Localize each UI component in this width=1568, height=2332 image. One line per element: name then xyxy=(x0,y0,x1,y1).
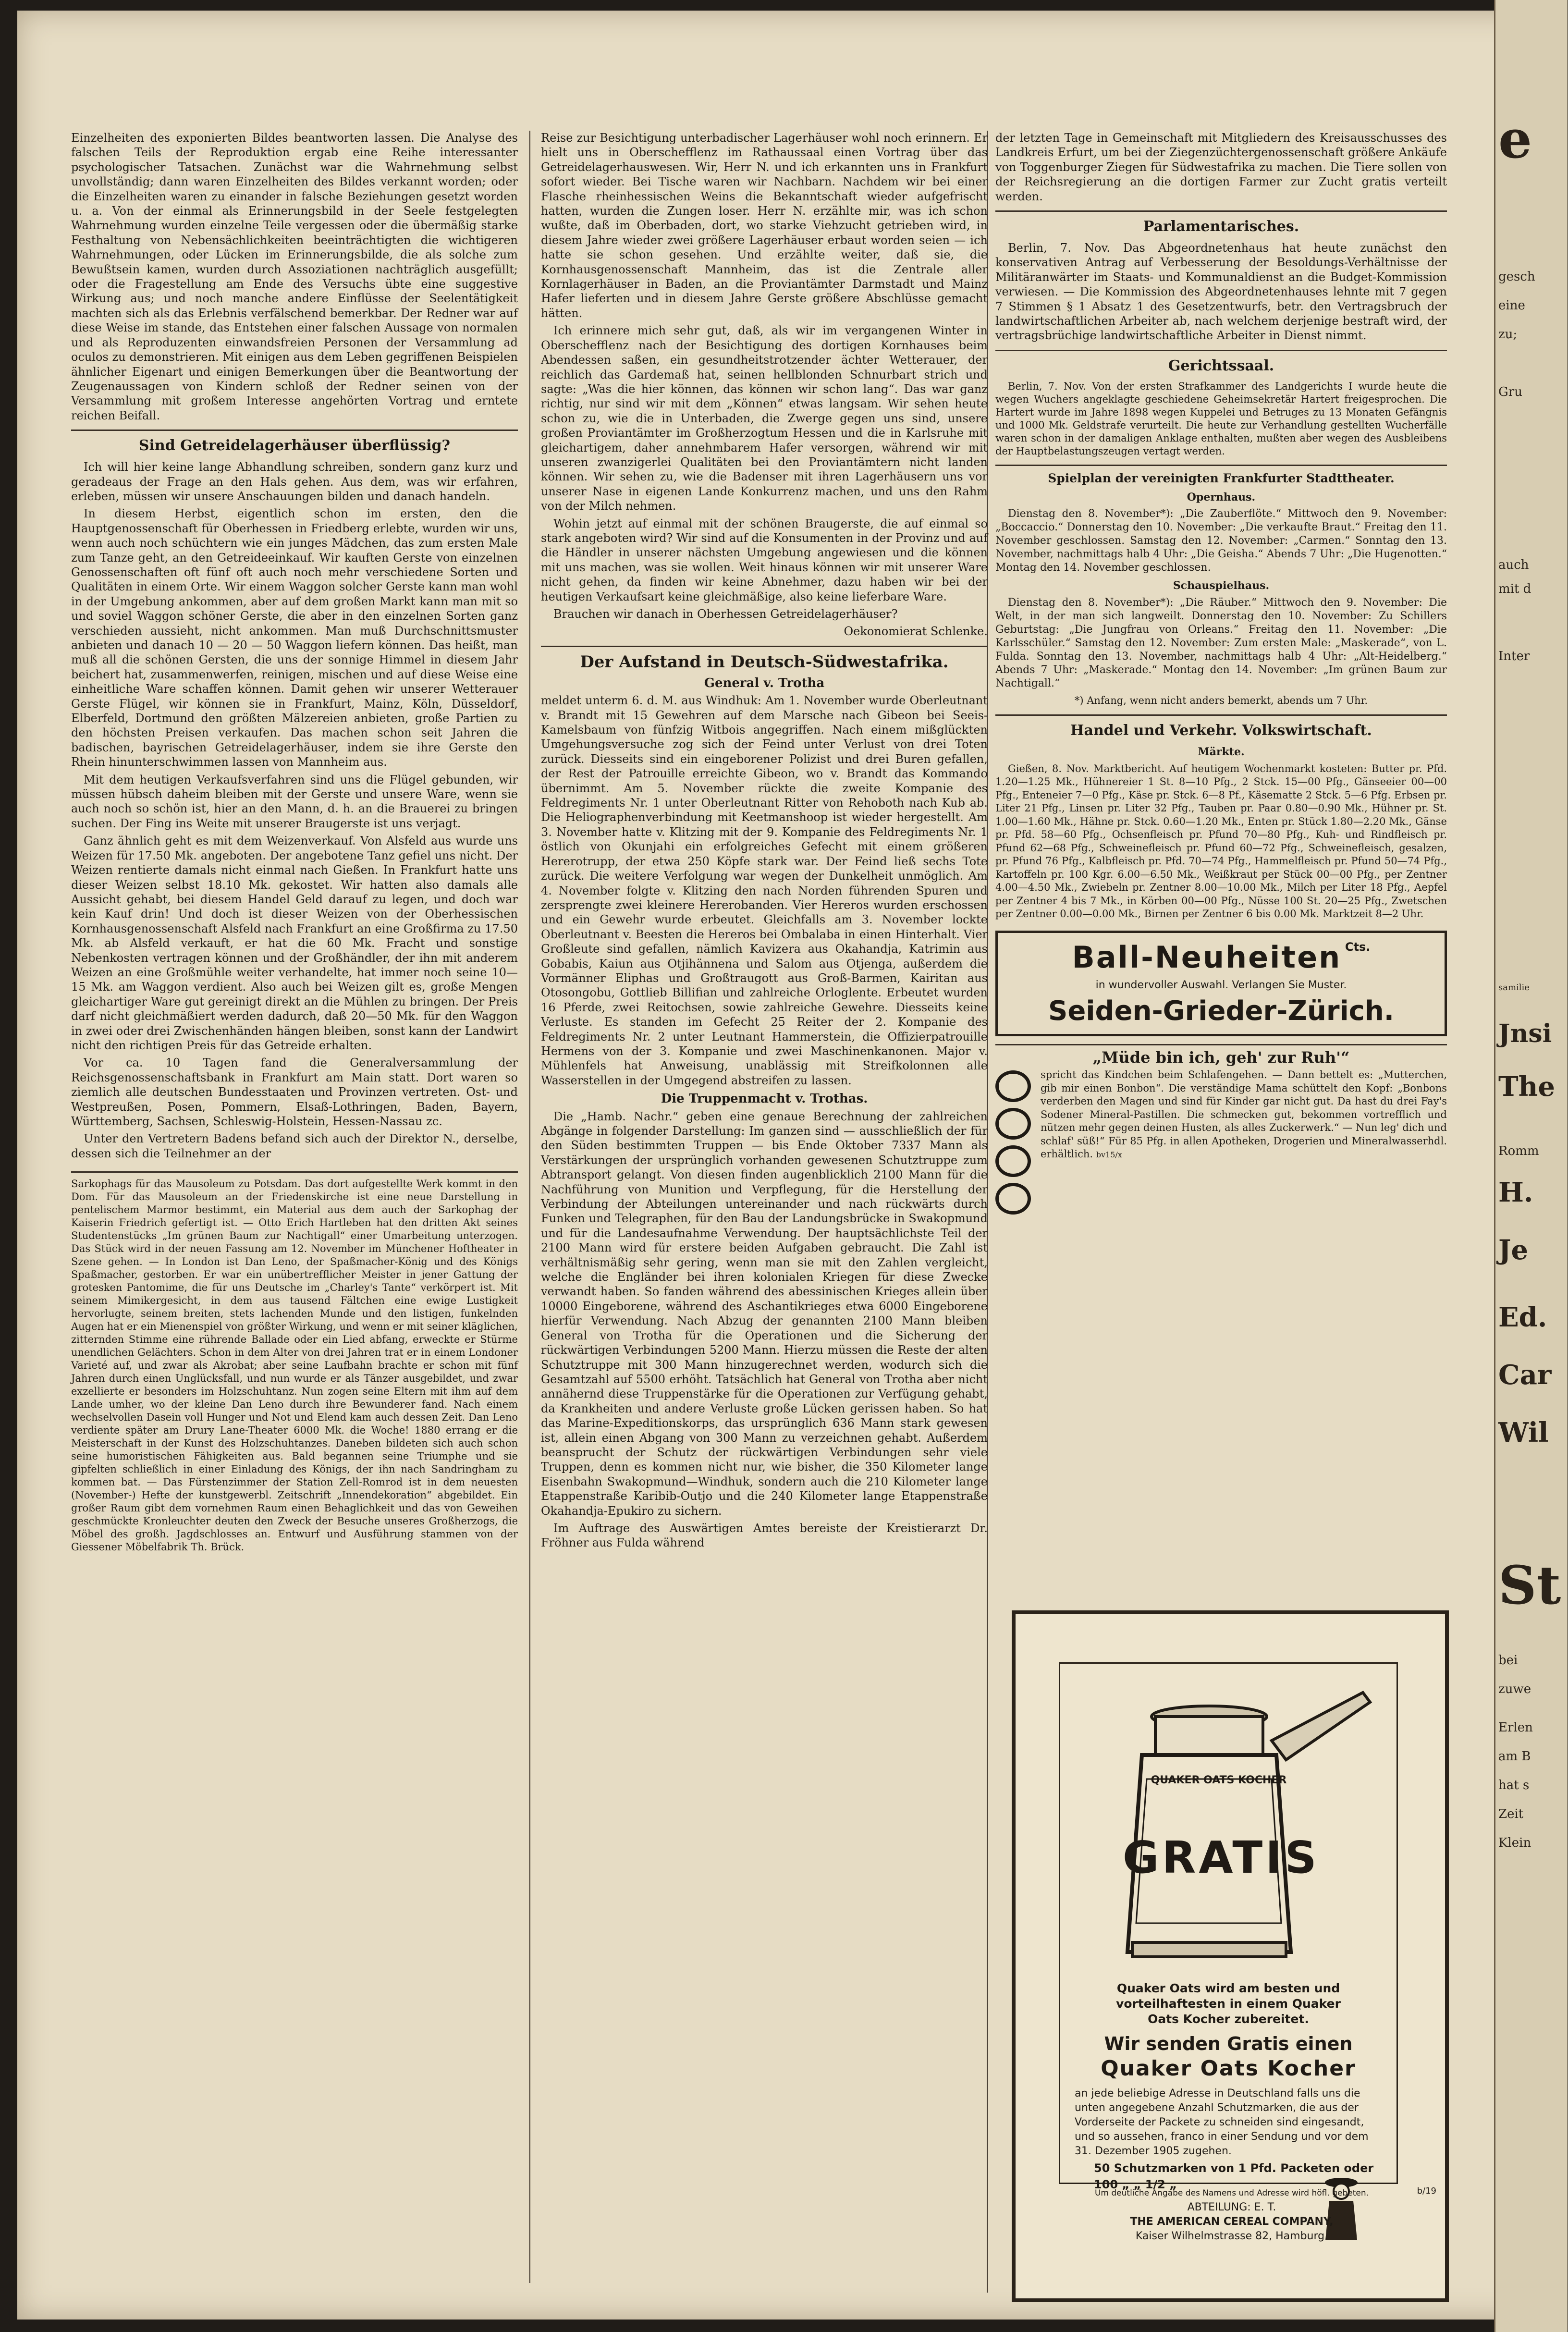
ad-copy xyxy=(1075,1981,1382,2191)
divider xyxy=(995,714,1447,716)
paragraph: Die „Hamb. Nachr.“ geben eine genaue Berechnung der zahlreichen Abgänge in folgender Darstellung: Im ganzen sind — ausschließlich der für den Süden bestimmten Truppen — bis Ende Oktober 7337 Mann als Verstärkungen der ursprünglich vorhanden gewesenen Schutztruppe zum Abtransport gelangt. Von diesen finden augenblicklich 2100 Mann für die Nachführung von Munition und Verpflegung, für die Herstellung der Verbindung der Abteilungen untereinander und nach rückwärts durch Funken und Telegraphen, für den Bau der Landungsbrücke in Swakopmund und für die Landesaufnahme Verwendung. Der hauptsächlichste Teil der 2100 Mann wird für erstere beiden Aufgaben gebraucht. Die Zahl ist verhältnismäßig sehr gering, wenn man sie mit den Zahlen vergleicht, welche die Engländer bei ihren kolonialen Kriegen für diese Zwecke verwandt haben. So fanden während des abessinischen Krieges allein über 10000 Eingeborene, während des Aschantikrieges etwa 6000 Eingeborene hierfür Verwendung. Nach Abzug der genannten 2100 Mann bleiben General von Trotha für die Operationen und die Sicherung der rückwärtigen Verbindungen 5200 Mann. Hierzu müssen die Reste der alten Schutztruppe mit 300 Mann hinzugerechnet werden, wodurch sich die Gesamtzahl auf 5500 erhöht. Tatsächlich hat General von Trotha aber nicht annähernd diese Truppenstärke für die Operationen zur Verfügung gehabt, da Krankheiten und andere Verluste große Lücken gerissen haben. So hat das Marine-Expeditionskorps, das ursprünglich 636 Mann stark gewesen ist, allein einen Abgang von 300 Mann zu verzeichnen gehabt. Außerdem beansprucht der Schutz der rückwärtigen Verbindungen sehr viele Truppen, denn es kommen nicht nur, wie bisher, die 350 Kilometer lange Eisenbahn Swakopmund—Windhuk, sondern auch die 210 Kilometer lange Etappenstraße Karibib-Outjo und die 240 Kilometer lange Etappenstraße Okahandja-Epukiro zu sichern. xyxy=(541,1109,988,1518)
divider xyxy=(995,210,1447,212)
paragraph: Brauchen wir danach in Oberhessen Getreidelagerhäuser? xyxy=(553,607,898,621)
ad-address xyxy=(1078,2186,1385,2244)
ad-mark: Cts. xyxy=(1345,940,1371,954)
fragment: Zeit xyxy=(1498,1807,1524,1821)
divider xyxy=(995,350,1447,351)
ad-address-line: Kaiser Wilhelmstrasse 82, Hamburg. xyxy=(1135,2230,1328,2242)
ad-stamps: 100 „ „ 1/2 „ xyxy=(1094,2178,1177,2191)
paragraph: Ich erinnere mich sehr gut, daß, als wir im vergangenen Winter in Oberschefflenz nach der Besichtigung des dortigen Kornhauses beim Abendessen saßen, ein gesundheitstrotzender ächter Wetterauer, der reichlich das Gardemaß hat, seinen hellblonden Schnurbart strich und sagte: „Was die hier können, das können wir schon lang“. Das war ganz richtig, nur sind wir mit dem „Können“ etwas langsam. Wir sehen heute schon zu, wie die in Unterbaden, die Zwerge gegen uns sind, unsere großen Proviantämter im Großherzogtum Hessen und die in Karlsruhe mit gleichartigem, daher annehmbarem Hafer versorgen, während wir mit unseren zwanzigerlei Qualitäten bei den Proviantämtern nicht landen können. Wir sehen zu, wie die Badenser mit ihren Lagerhäusern uns vor unserer Nase in eigenen Lande Konkurrenz machen, und uns den Rahm von der Milch nehmen. xyxy=(541,324,988,513)
pastille-icon xyxy=(995,1108,1031,1140)
ad-title: Ball-Neuheiten xyxy=(1072,939,1342,975)
fragment: zuwe xyxy=(1498,1682,1531,1696)
ad-frame xyxy=(1059,1662,1398,2191)
pastille-icon xyxy=(995,1183,1031,1215)
can-label: QUAKER OATS KOCHER xyxy=(1151,1774,1287,1786)
ad-address-line: ABTEILUNG: E. T. xyxy=(1187,2201,1276,2213)
paragraph: Sarkophags für das Mausoleum zu Potsdam. Das dort aufgestellte Werk kommt in den Dom. Für das Mausoleum an der Friedenskirche ist eine neue Darstellung in pentelischem Marmor bestimmt, ein Material aus dem auch der Sarkophag der Kaiserin Friedrich gefertigt ist. — Otto Erich Hartleben hat den dritten Akt seines Studentenstücks „Im grünen Baum zur Nachtigall“ einer Umarbeitung unterzogen. Das Stück wird in der neuen Fassung am 12. November im Münchener Hoftheater in Szene gehen. — In London ist Dan Leno, der Spaßmacher-König und des Königs Spaßmacher, gestorben. Er war ein unübertrefflicher Meister in jener Gattung der grotesken Pantomime, die für uns Deutsche im „Charley's Tante“ verkörpert ist. Mit seinem Mimikergesicht, in dem aus tausend Fältchen eine ewige Lustigkeit hervorlugte, seinem breiten, stets lachenden Munde und den listigen, funkelnden Augen hat er ein Mienenspiel von größter Wirkung, und wenn er mit seiner kläglichen, zitternden Stimme eine rührende Ballade oder ein Lied abfang, erweckte er Stürme unendlichen Gelächters. Schon in dem Alter von drei Jahren trat er in einem Londoner Varieté auf, und zwar als Akrobat; aber seine Laufbahn brachte er schon mit fünf Jahren durch einen Unglücksfall, und nun wurde er als Tänzer ausgebildet, und zwar exzellierte er besonders im Holzschuhtanz. Nun zogen seine Eltern mit ihm auf dem Lande umher, wo der kleine Dan Leno durch ihre Bewunderer fand. Nach einem wechselvollen Dasein voll Hunger und Not und Elend kam auch dessen Zeit. Dan Leno verdiente später am Drury Lane-Theater 6000 Mk. die Woche! 1880 errang er die Meisterschaft in der Kunst des Holzschuhtanzes. Daneben bildeten sich auch schon seine humoristischen Fähigkeiten aus. Bald begannen seine Triumphe und sie gipfelten schließlich in einer Einladung des Königs, der ihn nach Sandringham zu kommen bat. — Das Fürstenzimmer der Station Zell-Romrod ist in dem neuesten (November-) Hefte der kunstgewerbl. Zeitschrift „Innendekoration“ abgebildet. Ein großer Raum gibt dem vornehmen Raum einen Behaglichkeit und das von Geweihen geschmückte Kronleuchter deuten den Zweck der Besuche unseres Großherzogs, die Möbel des großh. Jagdschlosses an. Entwurf und Ausführung stammen von der Giessener Möbelfabrik Th. Brück. xyxy=(71,1178,518,1553)
subheading: Schauspielhaus. xyxy=(1173,579,1270,592)
section-court: Gerichtssaal. xyxy=(1168,357,1274,374)
divider xyxy=(541,646,988,647)
pastille-icon xyxy=(995,1070,1031,1102)
paragraph: Berlin, 7. Nov. Von der ersten Strafkammer des Landgerichts I wurde heute die wegen Wuchers angeklagte geschiedene Geheimsekretär Hartert freigesprochen. Die Hartert wurde im Jahre 1898 wegen Kuppelei und Betruges zu 13 Monaten Gefängnis und 1000 Mk. Geldstrafe verurteilt. Die heute zur Verhandlung gestellten Wucherfälle waren schon in der damaligen Anklage enthalten, mußten aber wegen des Ausbleibens der Hauptbelastungszeugen vertagt werden. xyxy=(995,380,1447,457)
paragraph: Berlin, 7. Nov. Das Abgeordnetenhaus hat heute zunächst den konservativen Antrag auf Verbesserung der Besoldungs-Verhältnisse der Militäranwärter im Staats- und Kommunaldienst an die Budget-Kommission verwiesen. — Die Kommission des Abgeordnetenhauses lehnte mit 7 gegen 7 Stimmen § 1 Absatz 1 des Gesetzentwurfs, betr. den Vertragsbruch der landwirtschaftlichen Arbeiter ab, nach welchem derjenige bestraft wird, der vertragsbrüchige landwirtschaftliche Arbeiter in Dienst nimmt. xyxy=(995,241,1447,343)
ad-line: vorteilhaftesten in einem Quaker xyxy=(1116,1997,1341,2011)
divider xyxy=(71,1171,518,1173)
advertisement-quaker-oats xyxy=(1012,1610,1449,2302)
ad-headline: Wir senden Gratis einen xyxy=(1104,2033,1353,2054)
newspaper-page xyxy=(17,11,1530,2320)
fragment: eine xyxy=(1498,298,1525,313)
fragment: Inter xyxy=(1498,649,1530,663)
ad-code: bv15/x xyxy=(1096,1150,1122,1160)
paragraph: Gießen, 8. Nov. Marktbericht. Auf heutigem Wochenmarkt kosteten: Butter pr. Pfd. 1.20—1.25 Mk., Hühnereier 1 St. 8—10 Pfg., 2 Stck. 15—00 Pfg., Gänseeier 00—00 Pfg., Enteneier 7—0 Pfg., Käse pr. Stck. 6—8 Pf., Käsematte 2 Stck. 5—6 Pfg. Erbsen pr. Liter 21 Pfg., Linsen pr. Liter 32 Pfg., Tauben pr. Paar 0.80—0.90 Mk., Hühner pr. St. 1.00—1.60 Mk., Hähne pr. Stck. 0.60—1.20 Mk., Enten pr. Stück 1.80—2.20 Mk., Gänse pr. Pfd. 58—60 Pfg., Ochsenfleisch pr. Pfund 70—80 Pfg., Kuh- und Rindfleisch pr. Pfund 62—68 Pfg., Schweinefleisch pr. Pfund 60—72 Pfg., Schweinefleisch, gesalzen, pr. Pfund 76 Pfg., Kalbfleisch pr. Pfd. 70—74 Pfg., Hammelfleisch pr. Pfund 50—74 Pfg., Kartoffeln pr. 100 Kgr. 6.00—6.50 Mk., Weißkraut per Stück 00—00 Pfg., per Zentner 4.00—4.50 Mk., Zwiebeln pr. Zentner 8.00—10.00 Mk., Milch per Liter 18 Pfg., Aepfel per Zentner 4 bis 7 Mk., in Körben 00—00 Pfg., Nüsse 100 St. 20—25 Pfg., Zwetschen per Zentner 0.00—0.00 Mk., Birnen per Zentner 6 bis 0.00 Mk. Marktzeit 8—2 Uhr. xyxy=(995,762,1447,920)
pastilles-illustration xyxy=(995,1070,1034,1215)
headline-grain-storage: Sind Getreidelagerhäuser überflüssig? xyxy=(138,437,451,454)
paragraph: Vor ca. 10 Tagen fand die Generalversammlung der Reichsgenossenschaftsbank in Frankfurt am Main statt. Dort waren so ziemlich alle deutschen Bundesstaaten und Provinzen vertreten. Ost- und Westpreußen, Posen, Pommern, Elsaß-Lothringen, Baden, Bayern, Württemberg, Sachsen, Schleswig-Holstein, Hessen-Nassau zc. xyxy=(71,1056,518,1128)
fragment: am B xyxy=(1498,1749,1531,1764)
column-2 xyxy=(541,131,988,1553)
fragment: bei xyxy=(1498,1653,1518,1668)
footnote: *) Anfang, wenn nicht anders bemerkt, abends um 7 Uhr. xyxy=(1074,694,1368,706)
paragraph: meldet unterm 6. d. M. aus Windhuk: Am 1. November wurde Oberleutnant v. Brandt mit 15 Gewehren auf dem Marsche nach Gibeon bei Seeis-Kamelsbaum von fünfzig Witbois angegriffen. Nach einem mißglückten Umgehungsversuche zog sich der Feind unter Verlust von drei Toten zurück. Diesseits sind ein eingeborener Polizist und drei Buren gefallen, der Rest der Patrouille erreichte Gibeon, wo v. Brandt das Kommando übernimmt. Am 5. November rückte die zweite Kompanie des Feldregiments Nr. 1 unter Oberleutnant Ritter von Rehoboth nach Kub ab. Die Heliographenverbindung mit Keetmanshoop ist wieder hergestellt. Am 3. November hatte v. Klitzing mit der 9. Kompanie des Feldregiments Nr. 1 östlich von Okunjahi ein erfolgreiches Gefecht mit einem größeren Hererotrupp, der etwa 250 Köpfe stark war. Der Feind ließ sechs Tote zurück. Die weitere Verfolgung war wegen der Dunkelheit unmöglich. Am 4. November folgte v. Klitzing den nach Norden führenden Spuren und zersprengte zwei kleinere Hererobanden. Vier Hereros wurden erschossen und ein Gewehr wurde erbeutet. Gleichfalls am 3. November lockte Oberleutnant v. Beesten die Hereros bei Ombalaba in einen Hinterhalt. Vier Großleute sind gefallen, nämlich Kavizera aus Okahandja, Katrimin aus Gobabis, Kaiun aus Otjihännena und Salom aus Otjenga, außerdem die Vormänner Eliphas und Großtraugott aus Groß-Barmen, Kairitan aus Otosongobu, Gottlieb Billifian und zahlreiche Orloglente. Erbeutet wurden 16 Pferde, zwei Reitochsen, sowie zahlreiche Gewehre. Diesseits keine Verluste. Es standen im Gefecht 25 Reiter der 2. Kompanie des Feldregiments Nr. 2 unter Leutnant Hammerstein, die Offizierpatrouille Hermens von der 3. Kompanie und zwei Maschinenkanonen. Major v. Mühlenfels hat Anweisung, unablässig mit Streifkolonnen alle Wasserstellen in der Umgegend abstreifen zu lassen. xyxy=(541,694,988,1087)
subheading: Opernhaus. xyxy=(1187,491,1256,503)
ad-body: an jede beliebige Adresse in Deutschland falls uns die unten angegebene Anzahl Schutzmarken, die aus der Vorderseite der Packete zu schneiden sind eingesandt, und so aussehen, franco in einer Sendung und vor dem 31. Dezember 1905 zugehen. xyxy=(1075,2087,1369,2157)
subheading: General v. Trotha xyxy=(704,675,825,690)
subheading: Die Truppenmacht v. Trothas. xyxy=(661,1092,868,1106)
divider xyxy=(71,430,518,431)
ad-firm: Seiden-Grieder-Zürich. xyxy=(1048,995,1394,1027)
ad-address-line: Um deutliche Angabe des Namens und Adresse wird höfl. gebeten. xyxy=(1094,2188,1369,2198)
advertisement-fays-pastilles xyxy=(995,1050,1447,1162)
paragraph: Ganz ähnlich geht es mit dem Weizenverkauf. Von Alsfeld aus wurde uns Weizen für 17.50 Mk. angeboten. Der angebotene Tanz gefiel uns nicht. Der Weizen rentierte damals nicht einmal nach Gießen. In Frankfurt hatte uns dieser Weizen selbst 18.10 Mk. gekostet. Wir hatten also damals alle Aussicht gehabt, bei diesem Handel Geld darauf zu legen, und doch war kein Kauf drin! Und doch ist dieser Weizen von der Oberhessischen Kornhausgenossenschaft Alsfeld nach Frankfurt an eine Großfirma zu 17.50 Mk. ab Alsfeld verkauft, er hat die 60 Mk. Fracht und sonstige Nebenkosten vertragen können und der Großhändler, der ihn mit anderem Weizen an eine Großmühle weiter verhandelte, hat immer noch seine 10—15 Mk. am Waggon verdient. Also auch bei Weizen gilt es, große Mengen gleichartiger Ware gut gereinigt direkt an die Mühlen zu bringen. Der Preis darf nicht gleichmäßiert werden dadurch, daß 20—50 Mk. für den Waggon in zwei oder drei Zwischenhänden hängen bleiben, sonst kann der Landwirt nicht den richtigen Preis für das Getreide erhalten. xyxy=(71,834,518,1052)
fragment: e xyxy=(1498,108,1532,170)
headline-uprising: Der Aufstand in Deutsch-Südwestafrika. xyxy=(580,652,949,672)
fragment: gesch xyxy=(1498,270,1535,284)
advertisement-ball-neuheiten xyxy=(995,931,1447,1036)
subheading: Märkte. xyxy=(1198,746,1245,759)
ad-subtitle: in wundervoller Auswahl. Verlangen Sie Muster. xyxy=(1095,979,1347,991)
column-divider xyxy=(529,131,530,2283)
fragment: The xyxy=(1498,1071,1556,1103)
gratis-text: GRATIS xyxy=(1123,1832,1320,1883)
paragraph: Dienstag den 8. November*): „Die Räuber.“ Mittwoch den 9. November: Die Welt, in der man sich langweilt. Donnerstag den 10. November: Zu Schillers Geburtstag: „Die Jungfrau von Orleans.“ Freitag den 11. November: „Die Karlsschüler.“ Samstag den 12. November: Zum ersten Male: „Maskerade“, von L. Fulda. Sonntag den 13. November, nachmittags halb 4 Uhr: „Alt-Heidelberg.“ Abends 7 Uhr: „Maskerade.“ Montag den 14. November: „Im grünen Baum zur Nachtigall.“ xyxy=(995,596,1447,689)
fragment: St xyxy=(1498,1554,1561,1616)
paragraph: In diesem Herbst, eigentlich schon im ersten, den die Hauptgenossenschaft für Oberhessen in Friedberg erlebte, wurden wir uns, wenn auch noch schüchtern wie ein junges Mädchen, das zum ersten Male zum Tanze geht, an den Getreideeinkauf. Wir kauften Gerste von einzelnen Genossenschaften oft fünf oft auch noch mehr verschiedene Sorten und Qualitäten in einem Orte. Wir einem Waggon solcher Gerste kann man wohl in der Umgebung ankommen, aber auf dem großen Markt kann man mit so und soviel Waggon schöner Gerste, die aber in den einzelnen Sorten ganz verschieden aussieht, nicht ankommen. Man muß Durchschnittsmuster anbieten und danach 10 — 20 — 50 Waggon liefern können. Das heißt, man muß all die schönen Gersten, die uns der sonnige Himmel in diesem Jahr beichert hat, zusammenwerfen, reinigen, mischen und auf diese Weise eine einheitliche Ware schaffen können. Damit gehen wir unserer Wetterauer Gerste Flügel, wir können sie in Frankfurt, Mainz, Köln, Düsseldorf, Elberfeld, Dortmund den größten Mälzereien anbieten, große Partien zu den höchsten Preisen verkaufen. Das machen schon seit Jahren die badischen, bayrischen Getreidelagerhäuser, indem sie ihre Gerste den Rhein hinunterschwimmen lassen von Mannheim aus. xyxy=(71,507,518,769)
fragment: Erlen xyxy=(1498,1720,1533,1735)
ad-headline: Quaker Oats Kocher xyxy=(1101,2056,1356,2081)
ad-address-line: THE AMERICAN CEREAL COMPANY, xyxy=(1130,2216,1334,2228)
column-3 xyxy=(995,131,1447,1216)
fragment: Wil xyxy=(1498,1417,1549,1448)
fragment: Je xyxy=(1498,1234,1529,1266)
fragment: zu; xyxy=(1498,327,1518,342)
paragraph: Wohin jetzt auf einmal mit der schönen Braugerste, die auf einmal so stark angeboten wird? Wir sind auf die Konsumenten in der Provinz und auf die Händler in unserer nächsten Umgebung angewiesen und die können mit uns machen, was sie wollen. Weit hinaus können wir mit unserer Ware nicht gehen, da finden wir keine Abnehmer, dazu haben wir bei der heutigen Verkaufsart keine gleichmäßige, also keine lieferbare Ware. xyxy=(541,516,988,603)
fragment: Car xyxy=(1498,1359,1552,1391)
fragment: Gru xyxy=(1498,385,1522,399)
ad-title: „Müde bin ich, geh' zur Ruh'“ xyxy=(1092,1048,1350,1067)
fragment: H. xyxy=(1498,1177,1533,1208)
article-continuation: Einzelheiten des exponierten Bildes beantworten lassen. Die Analyse des falschen Teils der Reproduktion ergab eine Reihe interessanter psychologischer Tatsachen. Zunächst war die Wahrnehmung selbst unvollständig; dann waren Einzelheiten des Bildes verkannt worden; oder die Einzelheiten waren zu einander in falsche Beziehungen gesetzt worden u. a. Von der einmal als Erinnerungsbild in der Seele festgelegten Wahrnehmung wurden einzelne Teile vergessen oder die übermäßig starke Festhaltung von Nebensächlichkeiten beeinträchtigten die wichtigeren Wahrnehmungen, oder Lücken im Erinnerungsbilde, die als solche zum Bewußtsein kamen, wurden durch Assoziationen nachträglich ausgefüllt; oder die Fragestellung am Ende des Versuchs übte eine suggestive Wirkung aus; und noch manche andere Einflüsse der Seelentätigkeit machten sich als das Erlebnis verfälschend bemerkbar. Der Redner war auf diese Weise im stande, das Entstehen einer falschen Aussage von normalen und als Reproduzenten einwandsfreien Personen der Versammlung ad oculos zu demonstrieren. Mit einigen aus dem Leben gegriffenen Beispielen ähnlicher Eigenart und einigen Bemerkungen über die Beantwortung der Zeugenaussagen von Kindern schloß der Redner seinen von der Versammlung mit großem Interesse angehörten Vortrag und erntete reichen Beifall. xyxy=(71,131,518,422)
fragment: auch xyxy=(1498,558,1529,572)
fragment: Ed. xyxy=(1498,1301,1547,1333)
fragment: Klein xyxy=(1498,1836,1531,1850)
fragment: samilie xyxy=(1498,982,1530,993)
ad-code: b/19 xyxy=(1417,2186,1436,2196)
ad-stamps: 50 Schutzmarken von 1 Pfd. Packeten oder xyxy=(1094,2161,1374,2175)
paragraph: Reise zur Besichtigung unterbadischer Lagerhäuser wohl noch erinnern. Er hielt uns in Oberschefflenz im Rathaussaal einen Vortrag über das Getreidelagerhauswesen. Wir, Herr N. und ich erkannten uns in Frankfurt sofort wieder. Bei Tische waren wir Nachbarn. Nachdem wir bei einer Flasche rheinhessischen Weins die Bekanntschaft wieder aufgefrischt hatten, wurden die Zungen loser. Herr N. erzählte mir, was ich schon wußte, daß im Oberbaden, dort, wo starke Viehzucht getrieben wird, in diesem Jahre wieder zwei größere Lagerhäuser erbaut worden seien — ich hatte sie schon gesehen. Und erzählte weiter, daß sie, die Kornhausgenossenschaft Mannheim, das ist die Zentrale aller Kornlagerhäuser in Baden, an die Proviantämter Darmstadt und Mainz Hafer lieferten und in diesem Jahre Gerste größere Abschlüsse gemacht hätten. xyxy=(541,131,988,320)
fragment: mit d xyxy=(1498,582,1531,596)
paragraph: Unter den Vertretern Badens befand sich auch der Direktor N., derselbe, dessen sich die Teilnehmer an der xyxy=(71,1132,518,1160)
pastille-icon xyxy=(995,1145,1031,1177)
fragment: Romm xyxy=(1498,1144,1539,1158)
paragraph: Mit dem heutigen Verkaufsverfahren sind uns die Flügel gebunden, wir müssen hübsch daheim bleiben mit der Gerste und unsere Ware, wenn sie auch noch so schön ist, hier an den Mann, d. h. an die Brauerei zu bringen suchen. Der Fing ins Weite mit unserer Braugerste ist uns verjagt. xyxy=(71,773,518,830)
paragraph: Im Auftrage des Auswärtigen Amtes bereiste der Kreistierarzt Dr. Fröhner aus Fulda während xyxy=(541,1521,988,1550)
oil-can-kettle-icon xyxy=(1113,1683,1382,1971)
paragraph: der letzten Tage in Gemeinschaft mit Mitgliedern des Kreisausschusses des Landkreis Erfurt, um bei der Ziegenzüchtergenossenschaft größere Ankäufe von Toggenburger Ziegen für Südwestafrika zu machen. Die Tiere sollen von der Reichsregierung an die dortigen Farmer zur Zucht gratis verteilt werden. xyxy=(995,131,1447,203)
fragment: Jnsi xyxy=(1498,1019,1552,1048)
ad-text: spricht das Kindchen beim Schlafengehen. — Dann bettelt es: „Mutterchen, gib mir einen Bonbon“. Die verständige Mama schüttelt den Kopf: „Bonbons verderben den Magen und sind für Kinder gar nicht gut. Da hast du drei Fay's Sodener Mineral-Pastillen. Die schmecken gut, bekommen vortrefflich und nützen mehr gegen deinen Husten, als alles Zuckerwerk.“ — Nun leg' dich und schlaf' süß!“ Für 85 Pfg. in allen Apotheken, Drogerien und Mineralwasserhdl. erhältlich. xyxy=(1041,1069,1447,1160)
section-theater: Spielplan der vereinigten Frankfurter Stadttheater. xyxy=(1048,471,1395,485)
adjacent-page-strip xyxy=(1494,0,1568,2332)
ad-line: Quaker Oats wird am besten und xyxy=(1116,1981,1340,1995)
divider xyxy=(995,465,1447,466)
paragraph: Dienstag den 8. November*): „Die Zauberflöte.“ Mittwoch den 9. November: „Boccaccio.“ Donnerstag den 10. November: „Die verkaufte Braut.“ Freitag den 11. November geschlossen. Samstag den 12. November: „Carmen.“ Sonntag den 13. November, nachmittags halb 4 Uhr: „Die Geisha.“ Abends 7 Uhr: „Die Hugenotten.“ Montag den 14. November geschlossen. xyxy=(995,508,1447,574)
ad-line: Oats Kocher zubereitet. xyxy=(1148,2012,1309,2026)
section-parliament: Parlamentarisches. xyxy=(1143,218,1299,235)
divider xyxy=(995,1044,1447,1045)
fragment: hat s xyxy=(1498,1778,1530,1792)
section-trade: Handel und Verkehr. Volkswirtschaft. xyxy=(1070,722,1372,739)
ad-title-row xyxy=(1006,940,1436,975)
column-1 xyxy=(71,131,518,1556)
ad-body xyxy=(995,1068,1447,1162)
feuilleton-notes xyxy=(71,1178,518,1554)
author-signature: Oekonomierat Schlenke. xyxy=(844,625,988,638)
paragraph: Ich will hier keine lange Abhandlung schreiben, sondern ganz kurz und geradeaus der Frage an den Hals gehen. Aus dem, was wir erfahren, erleben, müssen wir unsere Anschauungen bilden und danach handeln. xyxy=(71,460,518,503)
